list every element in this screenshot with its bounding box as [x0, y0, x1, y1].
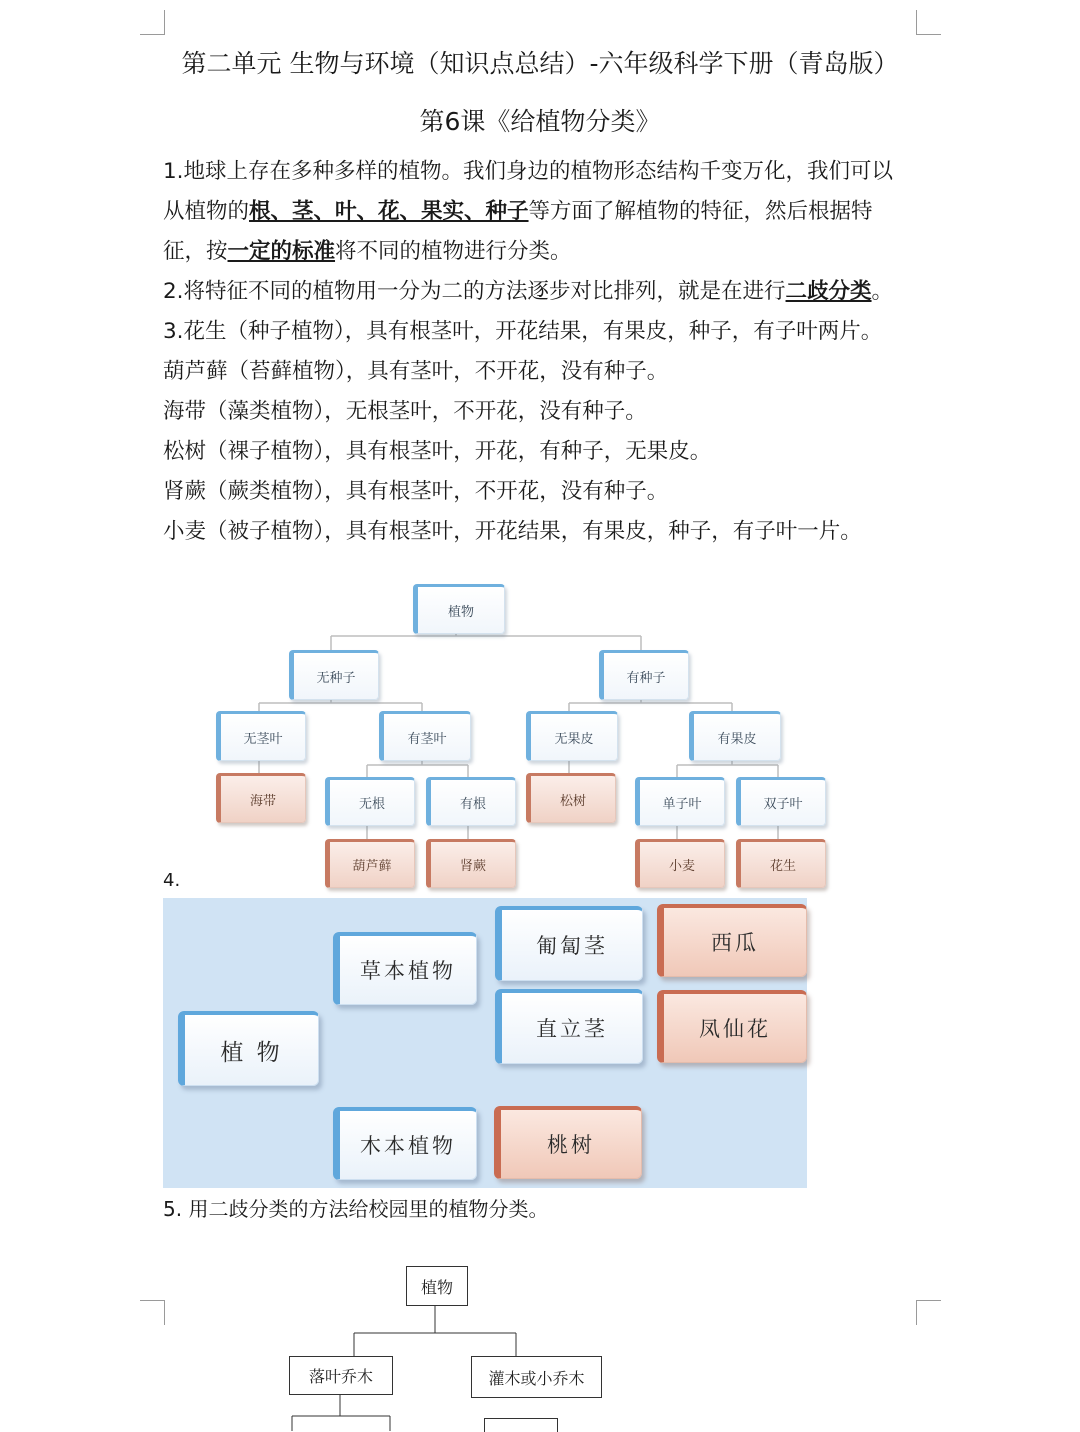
paragraph-3-line-2: 葫芦藓（苔藓植物），具有茎叶，不开花，没有种子。	[163, 359, 669, 384]
keyword-dichotomous: 二歧分类	[785, 279, 872, 304]
node-woody: 木本植物	[333, 1107, 477, 1180]
node-upright-stem: 直立茎	[495, 989, 643, 1064]
text-segment: 征，按	[163, 239, 228, 264]
section-4-label: 4.	[163, 870, 181, 891]
node-dicot: 双子叶	[736, 777, 826, 826]
paragraph-3-line-5: 肾蕨（蕨类植物），具有根茎叶，不开花，没有种子。	[163, 479, 669, 504]
node-creeping-stem: 匍匐茎	[495, 906, 643, 981]
node-has-root: 有根	[426, 777, 516, 826]
keyword-plant-organs: 根、茎、叶、花、果实、种子	[249, 199, 529, 224]
node-fern: 肾蕨	[426, 839, 516, 888]
node-peanut: 花生	[736, 839, 826, 888]
paragraph-3-line-4: 松树（裸子植物），具有根茎叶，开花，有种子，无果皮。	[163, 439, 712, 464]
node-kelp: 海带	[216, 773, 306, 823]
node-no-peel: 无果皮	[526, 711, 618, 761]
node-no-root: 无根	[325, 777, 415, 826]
node-peach: 桃树	[494, 1106, 642, 1179]
node-monocot: 单子叶	[635, 777, 725, 826]
node-plants-main: 植 物	[178, 1011, 319, 1086]
text-segment: 。	[871, 279, 894, 304]
paragraph-3-line-3: 海带（藻类植物），无根茎叶，不开花，没有种子。	[163, 399, 647, 424]
node-plants-simple: 植物	[406, 1266, 468, 1306]
node-herbaceous: 草本植物	[333, 932, 477, 1005]
node-balsam: 凤仙花	[657, 990, 807, 1063]
node-has-peel: 有果皮	[689, 711, 781, 761]
text-segment: 从植物的	[163, 199, 250, 224]
node-moss: 葫芦藓	[325, 839, 415, 888]
paragraph-3-line-1: 3.花生（种子植物），具有根茎叶，开花结果，有果皮，种子，有子叶两片。	[163, 319, 883, 344]
node-has-seed: 有种子	[599, 650, 689, 700]
node-plants: 植物	[413, 584, 505, 634]
node-pine: 松树	[526, 773, 616, 823]
node-has-stem-leaf: 有茎叶	[379, 711, 471, 761]
node-watermelon: 西瓜	[657, 904, 807, 977]
text-segment: 等方面了解植物的特征，然后根据特	[528, 199, 873, 224]
node-no-seed: 无种子	[289, 650, 379, 700]
document-title: 第二单元 生物与环境（知识点总结）-六年级科学下册（青岛版）	[181, 49, 899, 78]
paragraph-3-line-6: 小麦（被子植物），具有根茎叶，开花结果，有果皮，种子，有子叶一片。	[163, 519, 862, 544]
keyword-standard: 一定的标准	[227, 239, 336, 264]
node-no-stem-leaf: 无茎叶	[216, 711, 306, 761]
text-segment: 2.将特征不同的植物用一分为二的方法逐步对比排列，就是在进行	[163, 279, 786, 304]
node-shrub: 灌木或小乔木	[471, 1356, 602, 1398]
lesson-title: 第6课《给植物分类》	[419, 107, 661, 136]
node-wheat: 小麦	[635, 839, 725, 888]
node-deciduous-tree: 落叶乔木	[289, 1356, 393, 1395]
paragraph-1-line-1: 1.地球上存在多种多样的植物。我们身边的植物形态结构千变万化，我们可以	[163, 159, 894, 184]
paragraph-5: 5. 用二歧分类的方法给校园里的植物分类。	[163, 1197, 549, 1221]
node-cut-off	[484, 1418, 558, 1432]
text-segment: 将不同的植物进行分类。	[335, 239, 572, 264]
